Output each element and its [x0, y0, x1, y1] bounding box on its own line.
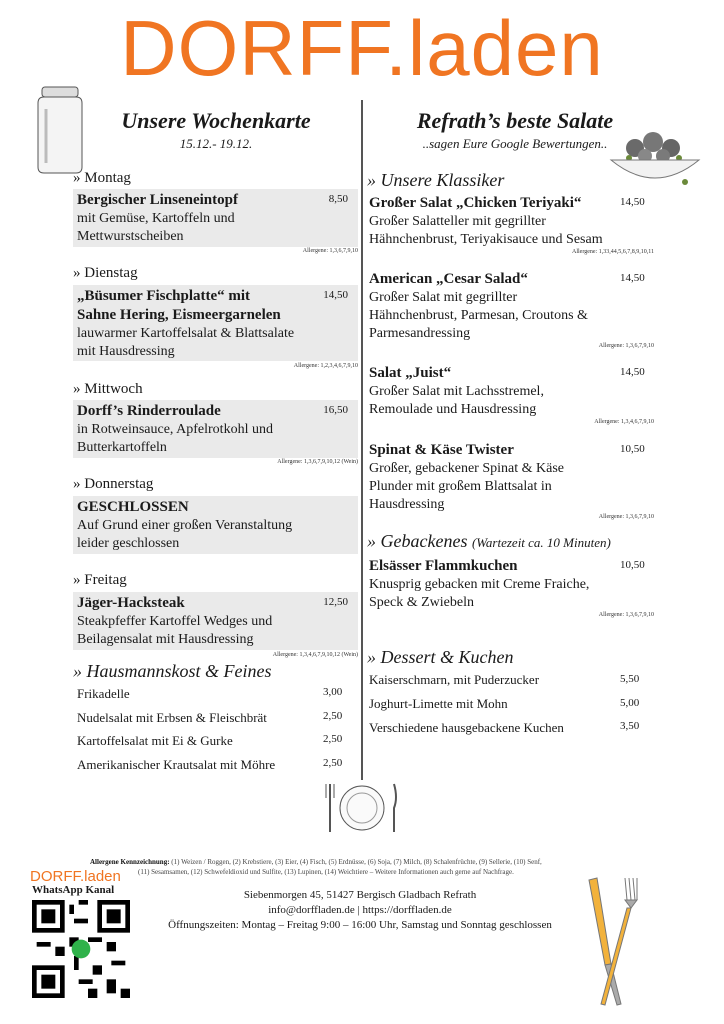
dish-desc: Großer, gebackener Spinat & Käse: [369, 461, 564, 476]
section-note: (Wartezeit ca. 10 Minuten): [471, 535, 611, 550]
menu-item-box: [73, 285, 358, 361]
dish-name: Jäger-Hacksteak: [77, 595, 185, 611]
dish-desc: Großer Salatteller mit gegrillter: [369, 214, 546, 229]
menu-item: [369, 194, 654, 255]
side-item: Nudelsalat mit Erbsen & Fleischbrät: [77, 710, 267, 725]
legend-label: Allergene Kennzeichnung:: [90, 858, 170, 866]
menu-item: [369, 557, 654, 618]
dish-price: 14,50: [620, 196, 645, 208]
allergen-note: Allergene: 1,2,3,4,6,7,9,10: [293, 363, 358, 369]
menu-item: [369, 270, 654, 349]
dish-desc: Großer Salat mit Lachsstremel,: [369, 384, 544, 399]
menu-item: [369, 364, 654, 425]
day-label: » Dienstag: [73, 265, 138, 281]
address: Siebenmorgen 45, 51427 Bergisch Gladbach Refrath: [243, 889, 477, 901]
day-label: » Mittwoch: [73, 381, 143, 397]
allergen-note: Allergene: 1,3,6,7,9,10: [598, 612, 654, 618]
legend-line-1: (1) Weizen / Roggen, (2) Krebstiere, (3) Eier, (4) Fisch, (5) Erdnüsse, (6) Soja, (7) Milch, (8) Schalenfrüchte, (9) Sellerie, (10) Senf,: [171, 858, 542, 866]
dish-price: 16,50: [323, 404, 348, 416]
side-item: Frikadelle: [77, 686, 130, 701]
dish-desc: Butterkartoffeln: [77, 440, 167, 455]
day-label: » Freitag: [73, 572, 127, 588]
side-price: 3,00: [323, 686, 343, 698]
dish-price: 14,50: [323, 289, 348, 301]
dish-desc: Hausdressing: [369, 497, 445, 512]
dish-desc: leider geschlossen: [77, 536, 180, 551]
whatsapp-brand: DORFF.laden: [30, 868, 121, 885]
plate-cutlery-illustration: [322, 778, 402, 838]
left-subtitle: 15.12.- 19.12.: [179, 136, 253, 151]
section-heading-dessert: » Dessert & Kuchen: [367, 647, 514, 667]
dish-name: American „Cesar Salad“: [369, 271, 528, 287]
contact-block: [150, 888, 570, 933]
qr-code[interactable]: [32, 900, 130, 998]
side-price: 2,50: [323, 757, 343, 769]
dish-desc: mit Hausdressing: [77, 344, 175, 359]
day-label: » Montag: [73, 170, 131, 186]
allergen-note: Allergene: 1,3,6,7,9,10: [302, 248, 358, 254]
left-title: Unsere Wochenkarte: [121, 108, 311, 133]
right-subtitle: ..sagen Eure Google Bewertungen..: [422, 136, 608, 151]
dish-desc: Mettwurstscheiben: [77, 229, 184, 244]
allergen-note: Allergene: 1,3,4,6,7,9,10: [594, 419, 654, 425]
dish-name: Großer Salat „Chicken Teriyaki“: [369, 195, 582, 211]
allergen-note: Allergene: 1,33,44,5,6,7,8,9,10,11: [572, 249, 654, 255]
dish-name: „Büsumer Fischplatte“ mit: [77, 288, 251, 304]
allergen-note: Allergene: 1,3,6,7,9,10: [598, 343, 654, 349]
dish-desc: Großer Salat mit gegrillter: [369, 290, 518, 305]
dish-desc: lauwarmer Kartoffelsalat & Blattsalate: [77, 326, 295, 341]
dessert-price: 5,50: [620, 673, 640, 685]
section-heading-gebackenes: [367, 531, 611, 552]
opening-hours: Öffnungszeiten: Montag – Freitag 9:00 – 16:00 Uhr, Samstag und Sonntag geschlossen: [168, 919, 552, 931]
dessert-price: 5,00: [620, 697, 640, 709]
dish-name: Dorff’s Rinderroulade: [77, 403, 221, 419]
allergen-note: Allergene: 1,3,6,7,9,10,12 (Wein): [277, 459, 358, 465]
side-price: 2,50: [323, 733, 343, 745]
side-item: Kartoffelsalat mit Ei & Gurke: [77, 733, 233, 748]
web-contact[interactable]: info@dorffladen.de | https://dorffladen.de: [268, 904, 452, 916]
allergen-legend: [90, 857, 650, 877]
dish-desc: Plunder mit großem Blattsalat in: [369, 479, 552, 494]
dessert-item: Joghurt-Limette mit Mohn: [369, 696, 508, 711]
menu-item-box: [73, 496, 358, 554]
dish-price: 10,50: [620, 443, 645, 455]
dish-name: Spinat & Käse Twister: [369, 442, 514, 458]
dish-desc: Knusprig gebacken mit Creme Fraiche,: [369, 577, 590, 592]
side-price: 2,50: [323, 710, 343, 722]
dessert-price: 3,50: [620, 720, 640, 732]
dessert-item: Verschiedene hausgebackene Kuchen: [369, 720, 564, 735]
dish-desc: Remoulade und Hausdressing: [369, 402, 537, 417]
dish-desc: in Rotweinsauce, Apfelrotkohl und: [77, 422, 273, 437]
dish-desc: Hähnchenbrust, Teriyakisauce und Sesam: [369, 232, 603, 247]
dish-price: 12,50: [323, 596, 348, 608]
dessert-item: Kaiserschmarn, mit Puderzucker: [369, 672, 540, 687]
brand-logo: DORFF.laden: [120, 4, 604, 92]
dish-desc: Beilagensalat mit Hausdressing: [77, 632, 254, 647]
fork-knife-illustration: [575, 870, 645, 1010]
dish-price: 8,50: [328, 193, 348, 205]
allergen-note: Allergene: 1,3,6,7,9,10: [598, 514, 654, 520]
dish-name: Salat „Juist“: [369, 365, 452, 381]
dish-desc: Auf Grund einer großen Veranstaltung: [77, 518, 293, 533]
dish-price: 10,50: [620, 559, 645, 571]
right-title: Refrath’s beste Salate: [416, 108, 614, 133]
menu-item-box: [73, 400, 358, 458]
dish-price: 14,50: [620, 272, 645, 284]
column-divider: [361, 100, 363, 780]
dish-desc: Hähnchenbrust, Parmesan, Croutons &: [369, 308, 588, 323]
dish-desc: Parmesandressing: [369, 326, 471, 341]
section-heading-text: » Gebackenes: [367, 531, 468, 551]
dish-name: GESCHLOSSEN: [77, 499, 189, 515]
menu-item-box: [73, 189, 358, 247]
allergen-note: Allergene: 1,3,4,6,7,9,10,12 (Wein): [272, 652, 358, 658]
dish-desc: Speck & Zwiebeln: [369, 595, 474, 610]
section-heading-hausmannskost: » Hausmannskost & Feines: [73, 661, 272, 681]
dish-name: Elsässer Flammkuchen: [369, 558, 518, 574]
section-heading-klassiker: » Unsere Klassiker: [367, 170, 505, 190]
dish-price: 14,50: [620, 366, 645, 378]
dish-desc: mit Gemüse, Kartoffeln und: [77, 211, 235, 226]
dish-name: Bergischer Linseneintopf: [77, 192, 238, 208]
menu-item: [369, 441, 654, 520]
day-label: » Donnerstag: [73, 476, 154, 492]
dish-desc: Steakpfeffer Kartoffel Wedges und: [77, 614, 273, 629]
menu-item-box: [73, 592, 358, 650]
side-item: Amerikanischer Krautsalat mit Möhre: [77, 757, 276, 772]
jar-illustration: [30, 85, 90, 175]
whatsapp-channel-label: WhatsApp Kanal: [32, 884, 115, 896]
dish-name: Sahne Hering, Eismeergarnelen: [77, 307, 281, 323]
legend-line-2: (11) Sesamsamen, (12) Schwefeldioxid und Sulfite, (13) Lupinen, (14) Weichtiere – Weitere Informationen auch gerne auf Nachfrage.: [138, 868, 514, 876]
